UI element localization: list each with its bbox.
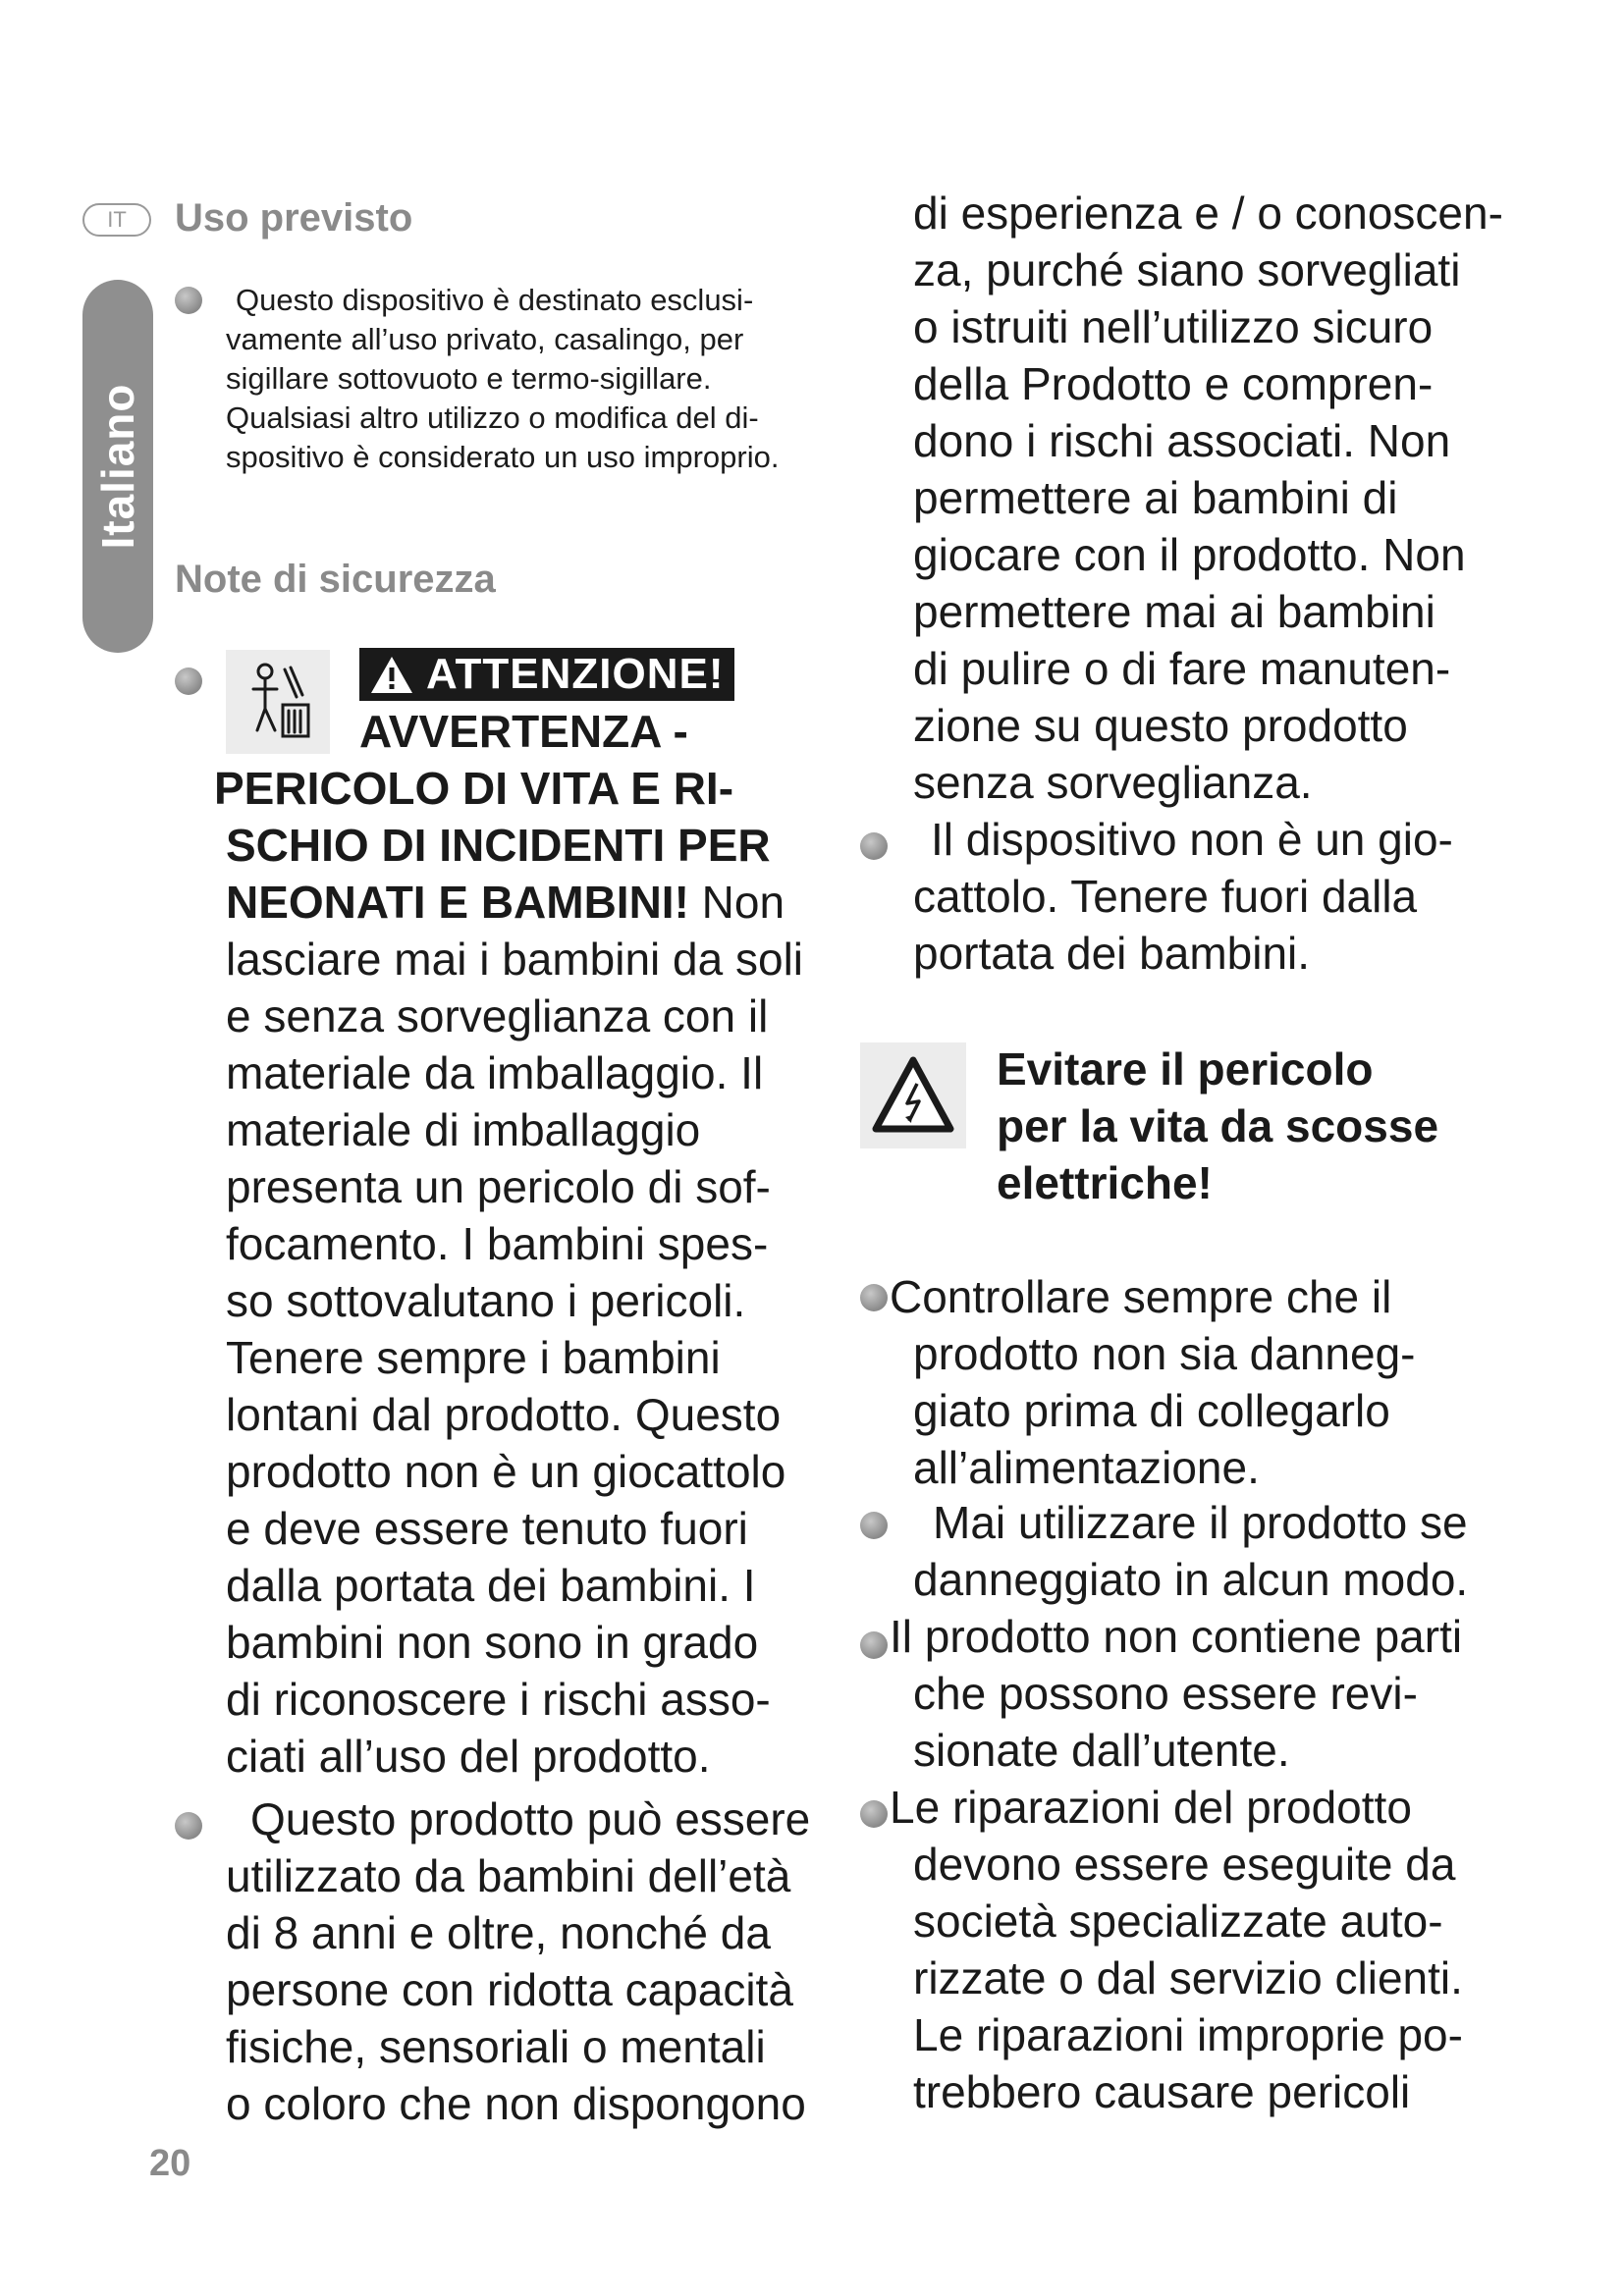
warning-heading-line: SCHIO DI INCIDENTI PER — [226, 820, 771, 871]
text-line: focamento. I bambini spes- — [226, 1218, 769, 1269]
text-line: prodotto non è un giocattolo — [226, 1446, 786, 1497]
text-line: Qualsiasi altro utilizzo o modifica del di- — [226, 400, 759, 435]
language-badge: IT — [82, 203, 151, 237]
electric-shock-warning-icon — [860, 1042, 966, 1148]
text-line: società specializzate auto- — [913, 1896, 1443, 1947]
repairs-text — [890, 1779, 1557, 2120]
text-line: Mai utilizzare il prodotto se — [933, 1497, 1468, 1548]
section-title-intended-use: Uso previsto — [175, 196, 413, 240]
text-line: materiale di imballaggio — [226, 1104, 701, 1155]
text-line: sigillare sottovuoto e termo-sigillare. — [226, 361, 712, 396]
text-line: di esperienza e / o conoscen- — [913, 187, 1503, 239]
text-line: di pulire o di fare manuten- — [913, 643, 1451, 694]
text-line: persone con ridotta capacità — [226, 1964, 793, 2015]
text-line: lasciare mai i bambini da soli — [226, 934, 804, 985]
text-line: giato prima di collegarlo — [913, 1385, 1390, 1436]
text-line: rizzate o dal servizio clienti. — [913, 1952, 1463, 2003]
warning-heading-final-line — [226, 874, 842, 931]
text-line: Il prodotto non contiene parti — [890, 1611, 1463, 1662]
text-line: della Prodotto e compren- — [913, 358, 1434, 409]
text-line: all’alimentazione. — [913, 1442, 1260, 1493]
text-line: per la vita da scosse — [997, 1100, 1439, 1151]
bullet-icon — [860, 1512, 888, 1539]
warning-body — [214, 760, 842, 1785]
text-line: permettere mai ai bambini — [913, 586, 1435, 637]
text-line: elettriche! — [997, 1157, 1213, 1208]
child-warning-icon — [226, 650, 330, 754]
text-line: portata dei bambini. — [913, 928, 1311, 979]
bullet-icon — [860, 1631, 888, 1659]
text-line: e senza sorveglianza con il — [226, 990, 769, 1041]
text-line: o istruiti nell’utilizzo sicuro — [913, 301, 1434, 352]
text-line: Le riparazioni improprie po- — [913, 2009, 1463, 2060]
check-damage-text — [890, 1268, 1557, 1496]
toy-warning-text — [913, 811, 1542, 982]
text-line: presenta un pericolo di sof- — [226, 1161, 771, 1212]
text-line: Il dispositivo non è un gio- — [931, 814, 1453, 865]
text-line: fisiche, sensoriali o mentali — [226, 2021, 766, 2072]
text-line: trebbero causare pericoli — [913, 2066, 1411, 2117]
text-line: spositivo è considerato un uso improprio. — [226, 440, 780, 474]
bullet-icon — [175, 667, 202, 695]
text-line: utilizzato da bambini dell’età — [226, 1850, 791, 1901]
page-number: 20 — [149, 2143, 191, 2184]
text-line: bambini non sono in grado — [226, 1617, 759, 1668]
text-line: devono essere eseguite da — [913, 1839, 1456, 1890]
text-line: danneggiato in alcun modo. — [913, 1554, 1469, 1605]
text-line: zione su questo prodotto — [913, 700, 1408, 751]
text-line: lontani dal prodotto. Questo — [226, 1389, 782, 1440]
language-side-tab — [82, 280, 153, 653]
text-line: o coloro che non dispongono — [226, 2078, 806, 2129]
warning-heading-tail: Non — [688, 877, 785, 928]
text-line: permettere ai bambini di — [913, 472, 1398, 523]
text-line: cattolo. Tenere fuori dalla — [913, 871, 1418, 922]
bullet-icon — [860, 832, 888, 860]
intended-use-text — [226, 281, 835, 477]
warning-triangle-icon — [369, 654, 414, 695]
text-line: che possono essere revi- — [913, 1668, 1418, 1719]
text-line: Le riparazioni del prodotto — [890, 1782, 1412, 1833]
electric-shock-title — [997, 1041, 1488, 1211]
text-line: materiale da imballaggio. Il — [226, 1047, 764, 1098]
attention-label — [359, 648, 734, 701]
text-line: dalla portata dei bambini. I — [226, 1560, 756, 1611]
children-use-text — [226, 1790, 854, 2132]
text-line: vamente all’uso privato, casalingo, per — [226, 322, 744, 356]
text-line: giocare con il prodotto. Non — [913, 529, 1466, 580]
warning-heading-line1: AVVERTENZA - — [359, 706, 688, 757]
text-line: so sottovalutano i pericoli. — [226, 1275, 746, 1326]
text-line: dono i rischi associati. Non — [913, 415, 1451, 466]
text-line: di riconoscere i rischi asso- — [226, 1674, 771, 1725]
damaged-use-text — [913, 1494, 1581, 1608]
warning-heading-line: PERICOLO DI VITA E RI- — [214, 763, 734, 814]
bullet-icon — [860, 1284, 888, 1311]
text-line: Controllare sempre che il — [890, 1271, 1392, 1322]
bullet-icon — [860, 1800, 888, 1828]
section-title-safety-notes: Note di sicurezza — [175, 558, 496, 601]
warning-heading-last: NEONATI E BAMBINI! — [226, 877, 689, 928]
children-use-continued — [913, 185, 1542, 811]
text-line: di 8 anni e oltre, nonché da — [226, 1907, 771, 1958]
bullet-icon — [175, 287, 202, 314]
bullet-icon — [175, 1812, 202, 1840]
no-serviceable-parts-text — [890, 1608, 1557, 1779]
text-line: Questo prodotto può essere — [250, 1793, 811, 1844]
text-line: za, purché siano sorvegliati — [913, 244, 1461, 295]
text-line: Tenere sempre i bambini — [226, 1332, 721, 1383]
text-line: sionate dall’utente. — [913, 1725, 1290, 1776]
text-line: prodotto non sia danneg- — [913, 1328, 1416, 1379]
text-line: senza sorveglianza. — [913, 757, 1313, 808]
side-tab-label: Italiano — [92, 383, 143, 550]
text-line: e deve essere tenuto fuori — [226, 1503, 748, 1554]
attention-text: ATTENZIONE! — [426, 650, 725, 698]
text-line: ciati all’uso del prodotto. — [226, 1731, 711, 1782]
text-line: Questo dispositivo è destinato esclusi- — [236, 283, 754, 317]
text-line: Evitare il pericolo — [997, 1043, 1374, 1095]
